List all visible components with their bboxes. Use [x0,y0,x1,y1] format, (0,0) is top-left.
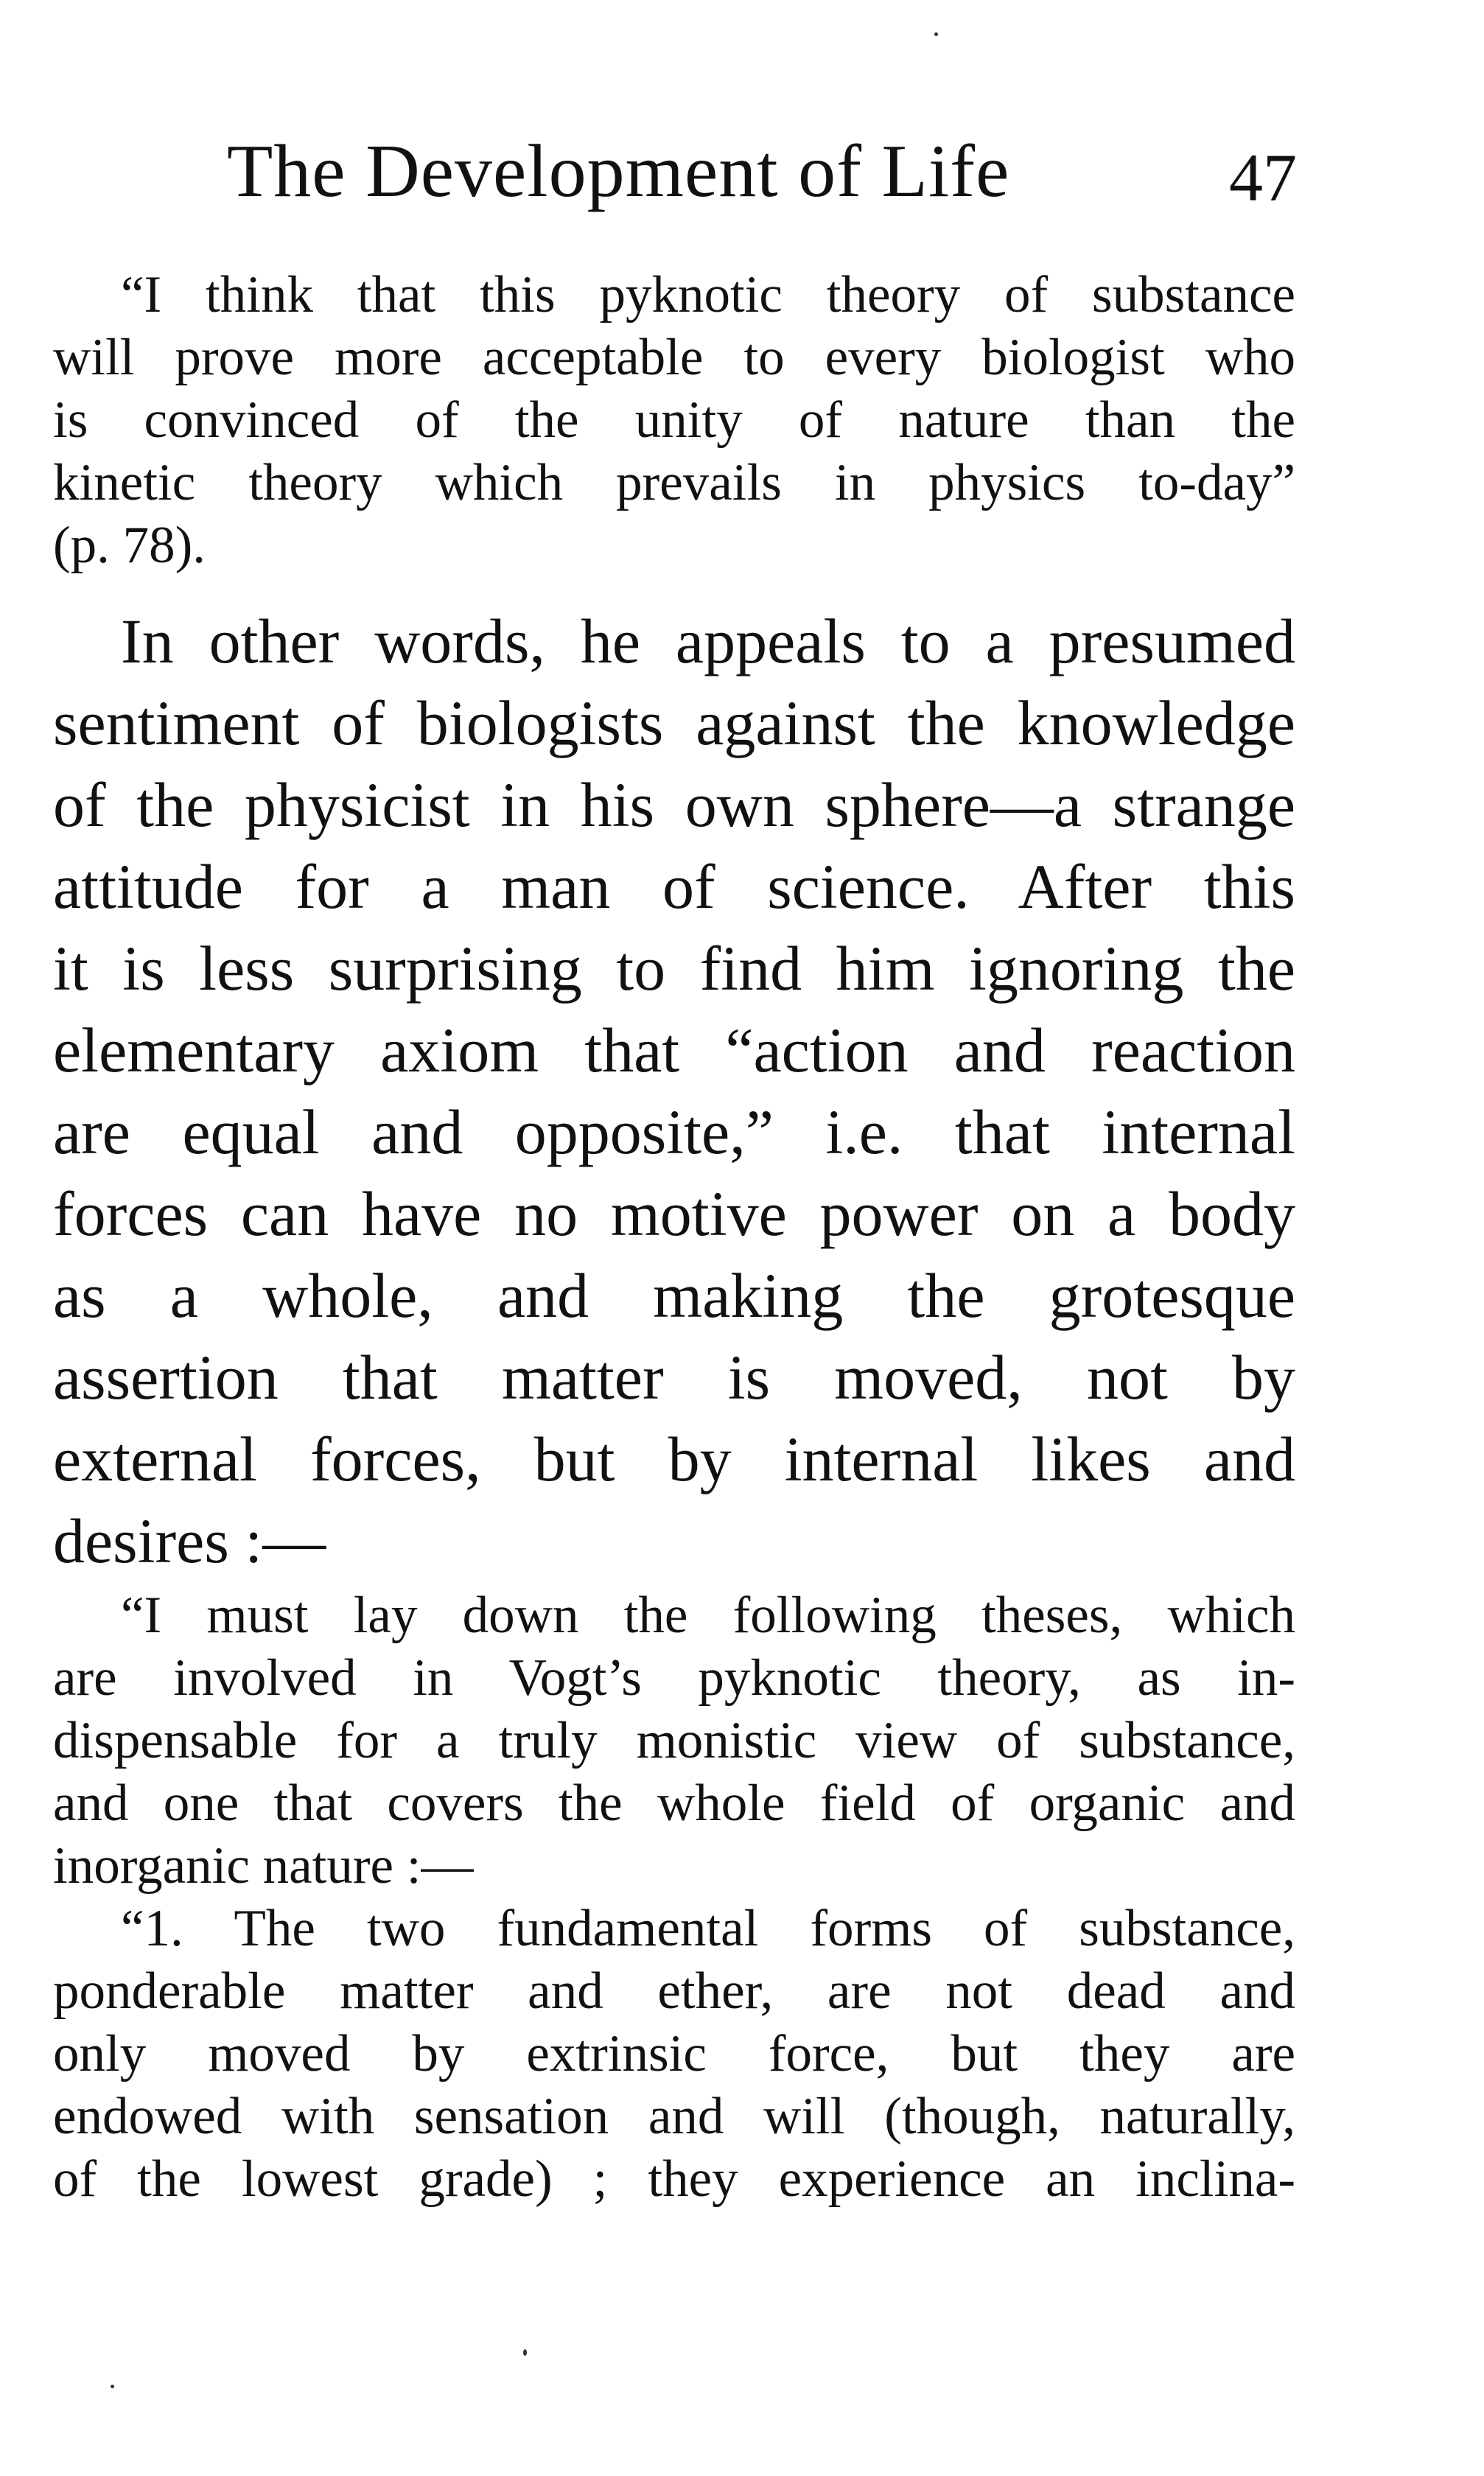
page-header [221,124,1297,220]
paragraph-line: forces can have no motive power on a body [53,1178,1295,1249]
print-speck [523,2349,527,2356]
block-quote-theses [53,1584,1295,2211]
quote-line: dispensable for a truly monistic view of substance, [53,1712,1295,1769]
paragraph-line: sentiment of biologists against the knowledge [53,688,1295,758]
paragraph-line: it is less surprising to find him ignoring the [53,933,1295,1004]
quote-line: ponderable matter and ether, are not dead and [53,1962,1295,2020]
quote-line: “1. The two fundamental forms of substance, [121,1900,1295,1957]
paragraph-line: In other words, he appeals to a presumed [121,606,1295,676]
paragraph-line: external forces, but by internal likes and [53,1424,1295,1494]
quote-line: “I must lay down the following theses, which [121,1587,1295,1644]
paragraph-line: are equal and opposite,” i.e. that internal [53,1097,1295,1167]
block-quote-pyknotic-theory [53,264,1295,577]
quote-line: inorganic nature :— [53,1837,474,1895]
paragraph-line: desires :— [53,1505,326,1576]
paragraph-line: as a whole, and making the grotesque [53,1260,1295,1331]
paragraph-line: assertion that matter is moved, not by [53,1342,1295,1413]
quote-line: only moved by extrinsic force, but they are [53,2025,1295,2082]
quote-line: “I think that this pyknotic theory of substance [121,266,1295,324]
quote-line: and one that covers the whole field of organic and [53,1774,1295,1832]
quote-line: (p. 78). [53,517,206,574]
page-number: 47 [1229,140,1297,215]
body-paragraph [53,601,1295,1582]
paragraph-line: attitude for a man of science. After this [53,851,1295,922]
quote-line: kinetic theory which prevails in physics to-day” [53,454,1295,511]
quote-line: are involved in Vogt’s pyknotic theory, as in- [53,1649,1295,1707]
print-speck [934,32,938,36]
paragraph-line: elementary axiom that “action and reaction [53,1015,1295,1085]
quote-line: will prove more acceptable to every biologist who [53,329,1295,386]
quote-line: of the lowest grade) ; they experience an inclina- [53,2150,1295,2208]
quote-line: is convinced of the unity of nature than the [53,391,1295,449]
quote-line: endowed with sensation and will (though, naturally, [53,2088,1295,2145]
running-title: The Development of Life [227,130,1010,213]
print-speck [111,2385,114,2388]
paragraph-line: of the physicist in his own sphere—a strange [53,769,1295,840]
